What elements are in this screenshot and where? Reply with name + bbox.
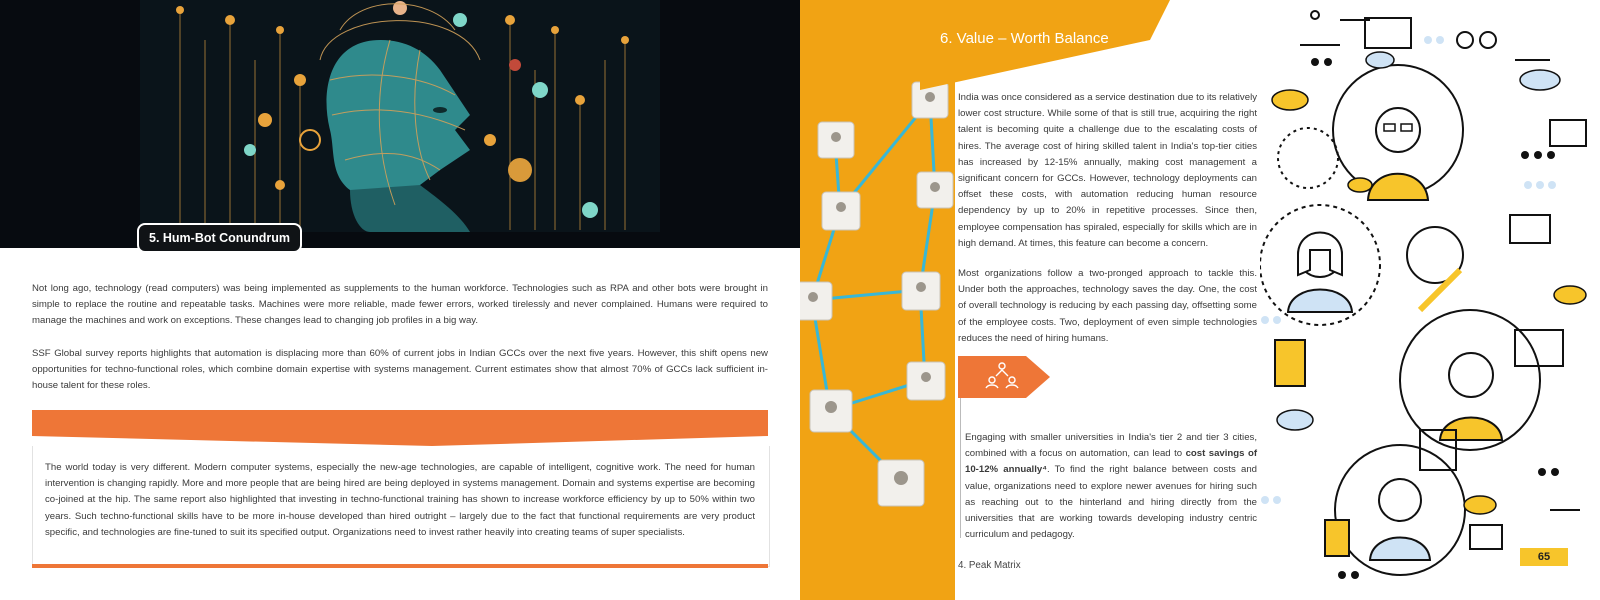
paragraph-text: . To find the right balance between costs and value, organizations need to explore newer avenues for hiring such as reaching out to the hinterland and hiring directly from the universities that are working towards developing industry centric curriculum and pedagogy. — [965, 464, 1257, 541]
network-blocks-photo — [800, 0, 955, 600]
body-paragraph: Most organizations follow a two-pronged approach to tackle this. Under both the approaches, technology saves the day. One, the cost of overall technology is reducing by each passing day, offsetting some of the employee costs. Two, deployment of even simple technologies reduces the need of hiring humans. — [958, 268, 1257, 344]
body-paragraph: Not long ago, technology (read computers) was being implemented as supplements to the human workforce. Technologies such as RPA and other bots were brought in simple to replace the routine and repeatable tasks. Machines were more reliable, made fewer errors, worked tirelessly and never complained. Humans were required to manage the machines and work on exceptions. These changes lead to changing job profiles in a big way. — [32, 283, 768, 327]
hr-people-illustration — [1260, 0, 1600, 600]
people-network-tag — [958, 356, 1050, 398]
callout-text: The world today is very different. Modern computer systems, especially the new-age technologies, are capable of intelligent, cognitive work. The need for human intervention is changing rapidly. More and more people that are being hired are being deployed in systems management. Domain and systems expertise are becoming co-joined at the hip. The same report also highlighted that investing in techno-functional training has shown to increase workforce efficiency by up to 50% within two years. Such techno-functional skills have to be more in-house developed than hired outright – largely due to the fact that functional requirements are very product specific, and technologies are fine-tuned to suit its specified output. Organizations need to invest rather heavily into creating teams of super specialists. — [45, 462, 755, 538]
paragraph-text: Engaging with smaller universities in India's tier 2 and tier 3 cities, combined with a focus on automation, can lead to — [965, 432, 1257, 460]
robot-head-illustration — [0, 0, 800, 248]
highlight-text: cost savings of 10-12% annually⁴ — [965, 448, 1258, 476]
body-paragraph — [965, 430, 1257, 543]
hero-image-ai-head — [0, 0, 800, 248]
page-number: 65 — [1520, 548, 1568, 566]
vertical-rule — [960, 398, 961, 538]
callout-header-bar — [32, 410, 768, 446]
section-title: 6. Value – Worth Balance — [940, 30, 1109, 47]
section-badge: 5. Hum-Bot Conundrum — [137, 223, 302, 253]
body-paragraph: India was once considered as a service destination due to its relatively lower cost structure. While some of that is still true, acquiring the right talent is becoming quite a challenge due to the escalating costs of hires. The average cost of hiring skilled talent in India's top-tier cities has increased by 12-15% annually, making cost management a significant concern for GCCs. However, technology deployments can offset these costs, with automation reducing human resource dependency by up to 20% in repetitive processes. Since then, employee compensation has spiraled, especially for skills which are in high demand. At times, this feature can become a concern. — [958, 92, 1257, 249]
callout-bottom-rule — [32, 564, 768, 568]
body-paragraph: SSF Global survey reports highlights that automation is displacing more than 60% of current jobs in Indian GCCs over the next five years. However, this shift opens new opportunities for techno-functional roles, which combine domain expertise with systems management. Current estimates show that almost 70% of GCCs lack sufficient in-house talent for these roles. — [32, 348, 768, 392]
network-blocks-illustration — [800, 0, 955, 600]
footnote: 4. Peak Matrix — [958, 560, 1021, 571]
